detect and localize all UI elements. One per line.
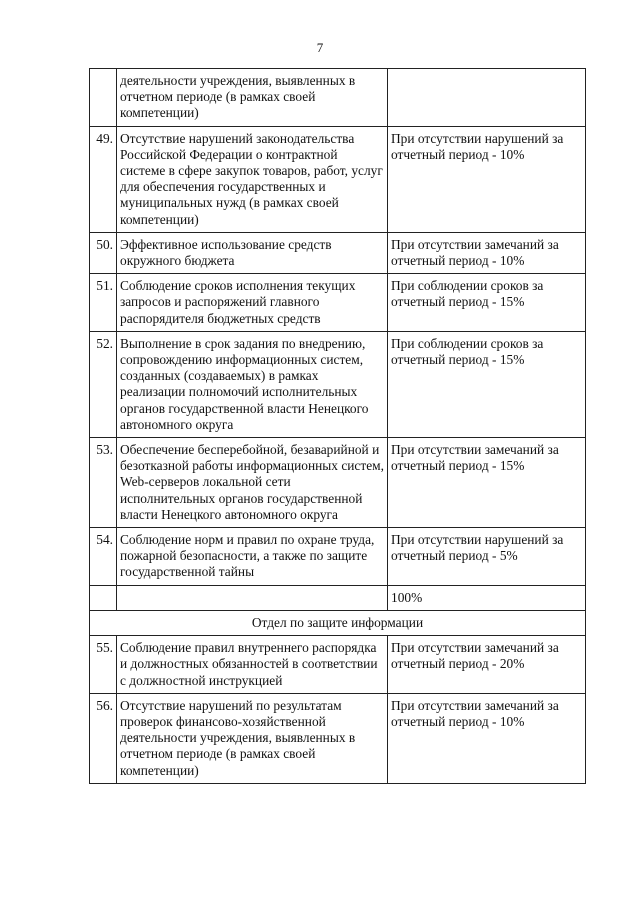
criteria-table <box>89 68 586 784</box>
table-row <box>90 528 586 586</box>
table-row <box>90 693 586 783</box>
criterion-text: При соблюдении сроков за отчетный период - 15% <box>388 274 586 332</box>
indicator-text: Соблюдение норм и правил по охране труда, пожарной безопасности, а также по защите государственной тайны <box>117 528 388 586</box>
criterion-text: При отсутствии нарушений за отчетный период - 5% <box>388 528 586 586</box>
indicator-text: Отсутствие нарушений по результатам проверок финансово-хозяйственной деятельности учреждения, выявленных в отчетном периоде (в рамках своей компетенции) <box>117 693 388 783</box>
table-row <box>90 232 586 273</box>
criterion-text: При отсутствии нарушений за отчетный период - 10% <box>388 126 586 232</box>
row-number <box>90 585 117 610</box>
table-row <box>90 126 586 232</box>
indicator-text: Соблюдение правил внутреннего распорядка и должностных обязанностей в соответствии с должностной инструкцией <box>117 636 388 694</box>
row-number: 51. <box>90 274 117 332</box>
table-row <box>90 331 586 437</box>
section-header-row <box>90 610 586 635</box>
indicator-text <box>117 585 388 610</box>
criterion-text: При отсутствии замечаний за отчетный период - 20% <box>388 636 586 694</box>
table-row <box>90 274 586 332</box>
indicator-text: Отсутствие нарушений законодательства Российской Федерации о контрактной системе в сфере закупок товаров, работ, услуг для обеспечения государственных и муниципальных нужд (в рамках своей компетенции) <box>117 126 388 232</box>
page-number: 7 <box>316 40 324 55</box>
row-number: 53. <box>90 438 117 528</box>
criterion-text <box>388 69 586 127</box>
table-row <box>90 438 586 528</box>
criterion-text: При отсутствии замечаний за отчетный период - 10% <box>388 693 586 783</box>
total-value: 100% <box>388 585 586 610</box>
criterion-text: При отсутствии замечаний за отчетный период - 10% <box>388 232 586 273</box>
row-number: 50. <box>90 232 117 273</box>
criterion-text: При отсутствии замечаний за отчетный период - 15% <box>388 438 586 528</box>
indicator-text: Эффективное использование средств окружного бюджета <box>117 232 388 273</box>
table-row <box>90 69 586 127</box>
section-title: Отдел по защите информации <box>90 610 586 635</box>
indicator-text: Обеспечение бесперебойной, безаварийной и безотказной работы информационных систем, Web-серверов локальной сети исполнительных органов государственной власти Ненецкого автономного округа <box>117 438 388 528</box>
table-row <box>90 636 586 694</box>
row-number: 52. <box>90 331 117 437</box>
indicator-text: деятельности учреждения, выявленных в отчетном периоде (в рамках своей компетенции) <box>117 69 388 127</box>
row-number: 49. <box>90 126 117 232</box>
row-number: 56. <box>90 693 117 783</box>
row-number: 55. <box>90 636 117 694</box>
indicator-text: Соблюдение сроков исполнения текущих запросов и распоряжений главного распорядителя бюджетных средств <box>117 274 388 332</box>
total-row <box>90 585 586 610</box>
row-number <box>90 69 117 127</box>
row-number: 54. <box>90 528 117 586</box>
criterion-text: При соблюдении сроков за отчетный период - 15% <box>388 331 586 437</box>
indicator-text: Выполнение в срок задания по внедрению, сопровождению информационных систем, созданных (создаваемых) в рамках реализации полномочий исполнительных органов государственной власти Ненецкого автономного округа <box>117 331 388 437</box>
